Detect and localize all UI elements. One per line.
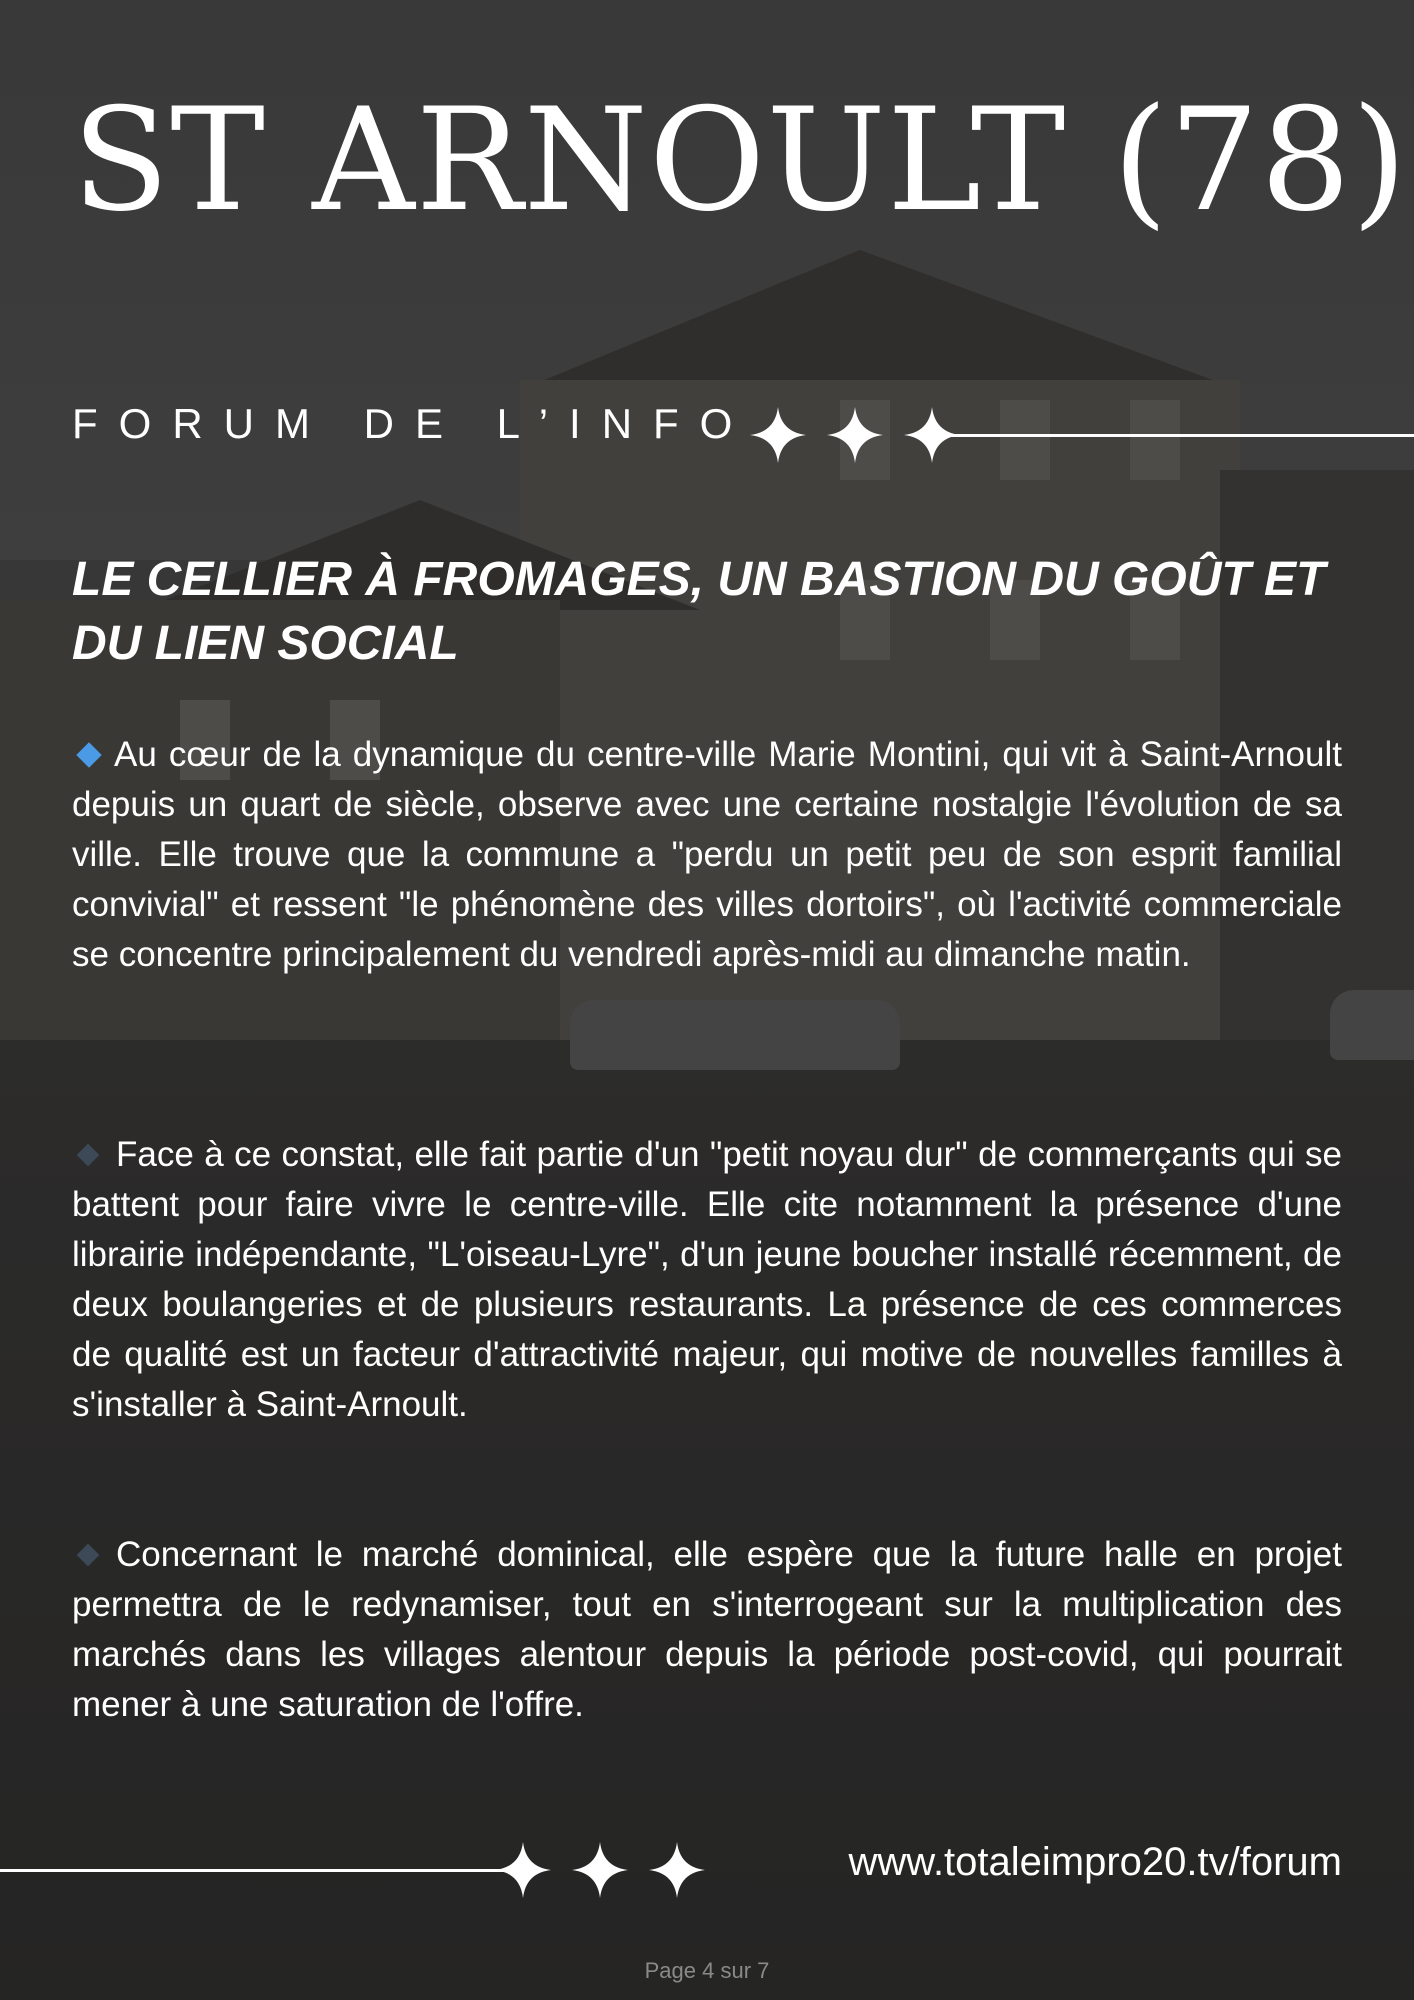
article-paragraph-3: Concernant le marché dominical, elle espère que la future halle en projet permettra de le redynamiser, tout en s'interrogeant sur la multiplication des marchés dans les villages alentour depuis la période post-covid, qui pourrait mener à une saturation de l'offre. [72,1535,1342,1724]
main-title: ST ARNOULT (78) [72,78,1408,243]
top-divider-line [935,434,1414,437]
diamond-bullet-icon [76,742,101,767]
four-point-star-icon [827,407,883,463]
article-paragraph-2: Face à ce constat, elle fait partie d'un "petit noyau dur" de commerçants qui se battent pour faire vivre le centre-ville. Elle cite notamment la présence d'une librairie indépendante, "L'oiseau-Lyre", d'un jeune boucher installé récemment, de deux boulangeries et de plusieurs restaurants. La présence de ces commerces de qualité est un facteur d'attractivité majeur, qui motive de nouvelles familles à s'installer à Saint-Arnoult. [72,1135,1342,1424]
bottom-sparkles [495,1840,705,1900]
four-point-star-icon [495,1842,551,1898]
diamond-bullet-icon [77,1143,100,1166]
four-point-star-icon [572,1842,628,1898]
bottom-divider-line [0,1869,530,1872]
four-point-star-icon [750,407,806,463]
diamond-bullet-icon [77,1543,100,1566]
section-label: FORUM DE L’INFO [72,400,754,447]
website-link[interactable]: www.totaleimpro20.tv/forum [848,1840,1342,1884]
article-paragraph-1: Au cœur de la dynamique du centre-ville Marie Montini, qui vit à Saint-Arnoult depuis un quart de siècle, observe avec une certaine nostalgie l'évolution de sa ville. Elle trouve que la commune a "perdu un petit peu de son esprit familial convivial" et ressent "le phénomène des villes dortoirs", où l'activité commerciale se concentre principalement du vendredi après-midi au dimanche matin. [72,735,1342,974]
top-sparkles [750,405,960,465]
page-number: Page 4 sur 7 [644,1958,770,1983]
four-point-star-icon [649,1842,705,1898]
article-title: LE CELLIER À FROMAGES, UN BASTION DU GOÛT ET DU LIEN SOCIAL [72,553,1326,670]
